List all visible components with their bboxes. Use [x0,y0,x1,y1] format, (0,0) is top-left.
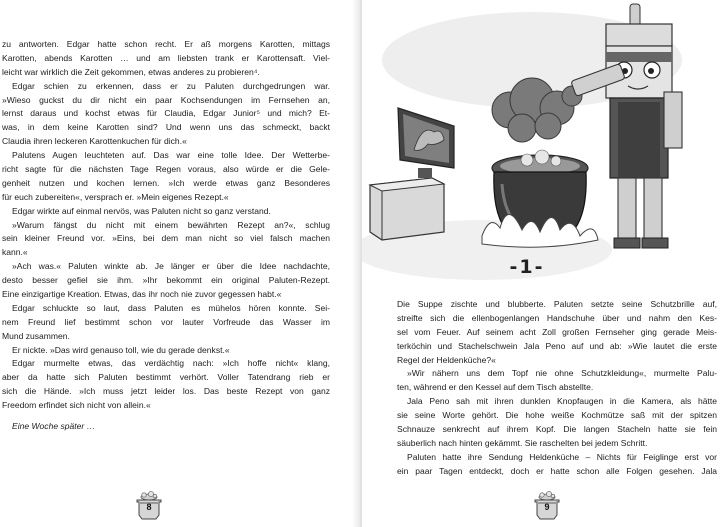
right-page [362,0,720,527]
television [398,108,454,178]
text-line: Er nickte. »Das wird genauso toll, wie du gerade denkst.« [12,344,230,355]
text-line: lernst daraus und kochst etwas für Claudia, Edgar Junior⁵ und mich? Et- [2,108,330,119]
text-line: genheit nutzen und kochen lernen. »Ich werde etwas ganz Besonderes [2,177,330,188]
text-line: für euch zubereiten«, versprach er. »Mein eigenes Rezept.« [2,191,229,202]
text-line: Eine einzigartige Kreation. Etwas, das ihr noch nie zuvor gegessen habt.« [2,289,282,300]
page-number-right [530,491,564,521]
text-line: zu antworten. Edgar hatte schon recht. Er aß morgens Karotten, mittags [2,39,330,49]
text-line: »Wieso guckst du dir nicht ein paar Kochsendungen im Fernsehen an, [2,94,330,105]
text-line: Claudia ihren leckeren Karottenkuchen für dich.« [2,136,187,147]
text-line: Edgar schluckte so laut, dass Paluten es mühelos hören konnte. Sei- [12,302,330,313]
text-line: ein paar Tagen entdeckt, doch er hatte schon alle Folgen gesehen. Jala [397,465,717,476]
text-line: Jala Peno sah mit ihren dunklen Knopfaugen in die Kamera, als hätte [407,396,717,407]
text-line: Edgar murmelte etwas, das verdächtig nach: »Ich hoffe nicht« klang, [12,358,330,369]
text-line: sel vom Feuer. Auf seinem acht Zoll großen Fernseher ging gerade Meis- [397,326,717,337]
text-line: terköchin und Stachelschwein Jala Peno auf und ab: »Wie lautet die erste [397,340,717,351]
text-line: Karotten, abends Karotten … und am liebsten trank er Karottensaft. Viel- [2,52,330,63]
text-line: streifte sich die ellenbogenlangen Handschuhe über und nahm den Kes- [397,312,717,323]
text-line: ten, während er den Kessel auf dem Tisch abstellte. [397,382,594,393]
text-line: Schnauze senkrecht auf ihrem Kopf. Die langen Stacheln hatte sie fein [397,424,717,435]
text-line: desto besser gefiel sie ihm. »Ihr bekommt ein original Paluten-Rezept. [2,275,330,286]
text-line: nem Freund lief bestimmt schon vor lauter Vorfreude das Wasser im [2,316,330,327]
text-line: Edgar schien zu erkennen, dass er zu Paluten durchgedrungen war. [12,80,330,91]
left-page [0,0,358,527]
text-line: Edgar wirkte auf einmal nervös, was Paluten nicht so ganz verstand. [12,205,271,216]
text-line: Die Suppe zischte und blubberte. Paluten setzte seine Schutzbrille auf, [397,299,717,309]
text-line: Paluten hatte ihre Sendung Heldenküche – Nichts für Feiglinge erst vor [407,451,717,462]
page-number-left [132,491,166,521]
text-line: was, in dem keine Karotten sind? Und wenn uns das schmeckt, backt [2,122,330,133]
text-line: säuberlich nach hinten gekämmt. Sie raschelten bei jedem Schritt. [397,437,648,448]
left-page-text [2,38,330,413]
text-line: Palutens Augen leuchteten auf. Das war eine tolle Idee. Der Wetterbe- [12,150,330,161]
page-number-text: 8 [146,502,152,512]
text-line: kann.« [2,247,28,258]
text-line: sich die Hände. »Ich muss jetzt leider los. Das beste Rezept von ganz [2,386,330,397]
scene-break: Eine Woche später … [12,421,96,431]
text-line: Mund zusammen. [2,330,70,341]
text-line: sie seine Worte gehört. Die hohe weiße Kochmütze saß mit der spitzen [397,410,717,421]
text-line: »Warum fängst du nicht mit einem bewährten Rezept an?«, schlug [12,219,330,230]
text-line: sein kleiner Freund vor. »Eins, bei dem man nicht so viel falsch machen [2,233,330,244]
page-number-text: 9 [544,502,550,512]
text-line: Freedom erfindet sich nicht von allein.« [2,400,151,411]
chapter-illustration [362,0,720,290]
text-line: Regel der Heldenküche?« [397,354,496,365]
right-page-text [397,298,717,479]
text-line: aber da hatte sich Paluten bestimmt verhört. Voller Tatendrang rieb er [2,372,330,383]
tv-stand [370,178,444,240]
text-line: richt sagte für die nächsten Tage Regen voraus, also würde er die Gele- [2,164,330,175]
chapter-number: -1- [509,256,545,278]
text-line: »Ach was.« Paluten winkte ab. Je länger er über die Idee nachdachte, [12,261,330,272]
text-line: leicht war wirklich die Zeit gekommen, etwas anderes zu probieren⁴. [2,66,260,77]
text-line: »Wir nähern uns dem Topf nie ohne Schutzkleidung«, murmelte Palu- [407,368,717,379]
